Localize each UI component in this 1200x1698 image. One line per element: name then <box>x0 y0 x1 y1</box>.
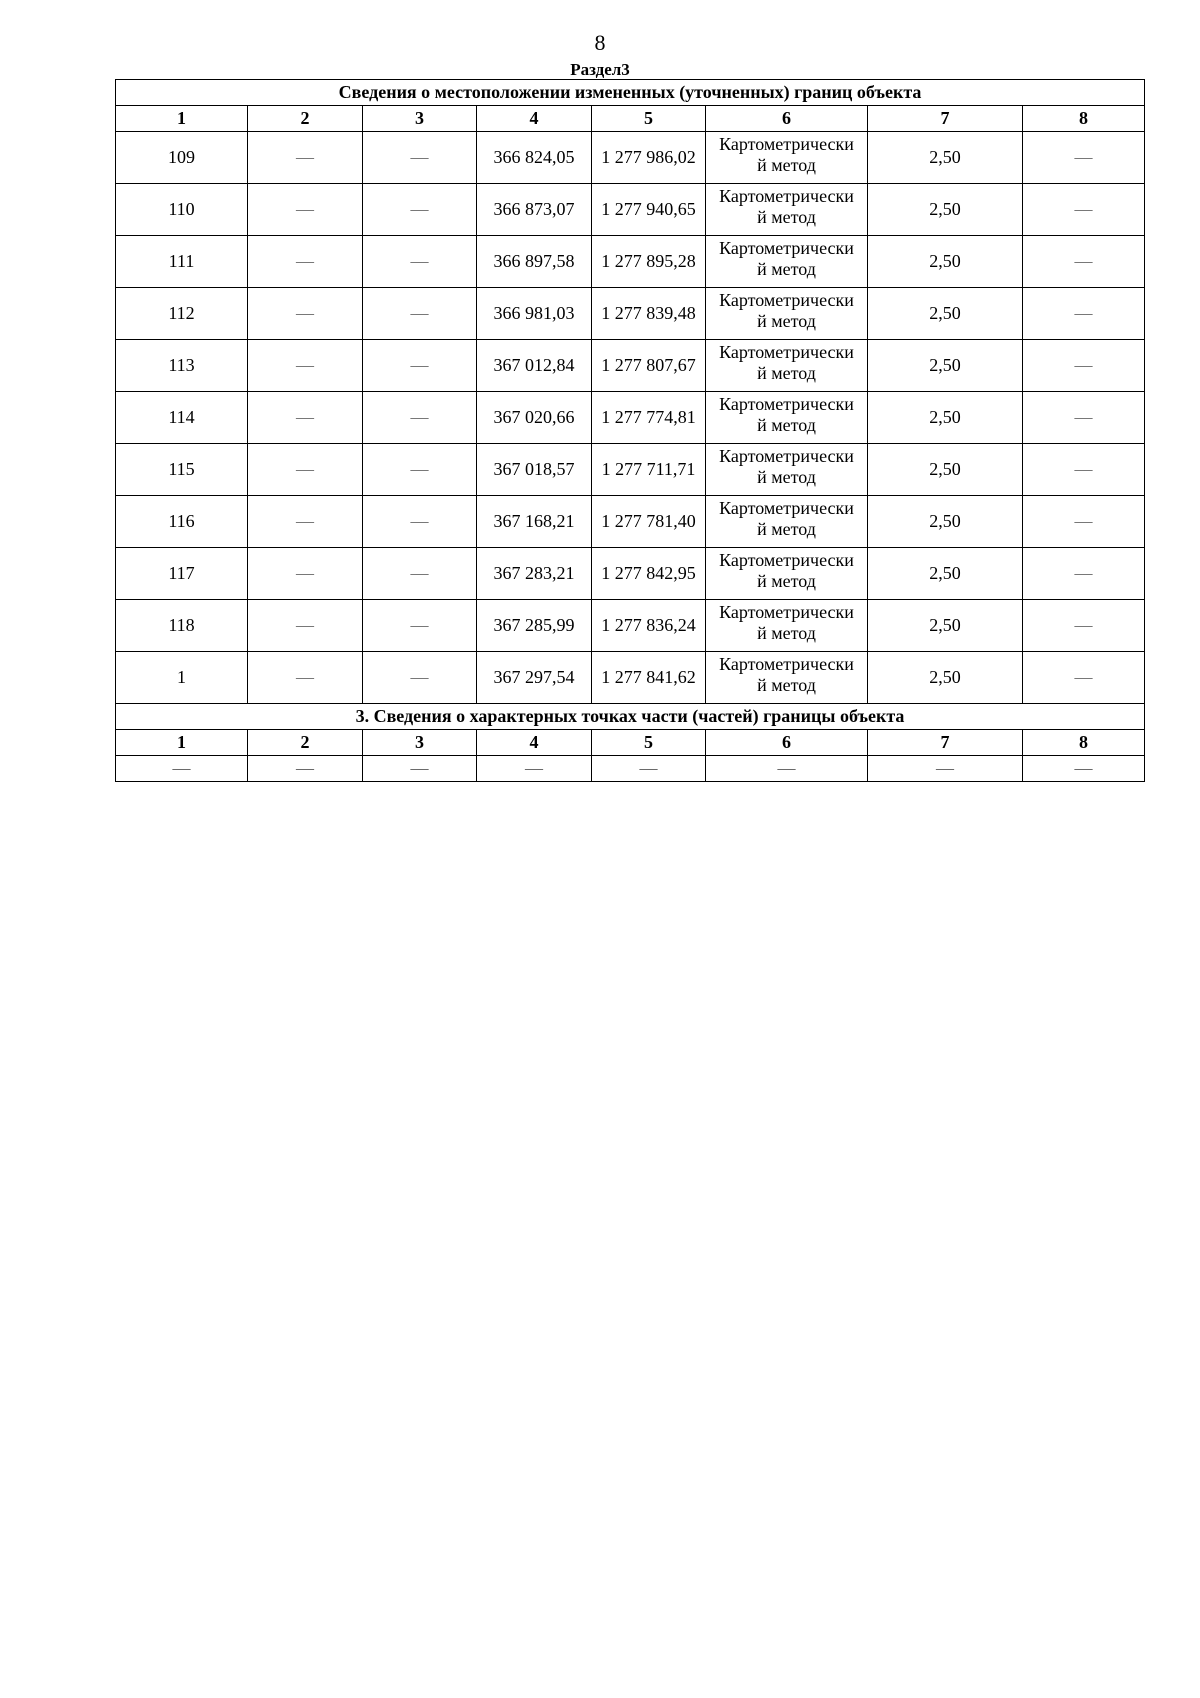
method-cell <box>706 392 868 444</box>
accuracy-cell: 2,50 <box>868 288 1023 340</box>
point-number-cell: 111 <box>116 236 248 288</box>
x-coordinate-cell: 367 020,66 <box>477 392 592 444</box>
x-coordinate-cell: 367 285,99 <box>477 600 592 652</box>
y-coordinate-cell: 1 277 940,65 <box>592 184 706 236</box>
column-header: 8 <box>1023 730 1145 756</box>
method-line: й метод <box>757 259 816 279</box>
table-cell: — <box>248 392 363 444</box>
method-line: Картометрически <box>719 290 854 310</box>
y-coordinate-cell: 1 277 711,71 <box>592 444 706 496</box>
table-row <box>116 184 1145 236</box>
accuracy-cell: 2,50 <box>868 548 1023 600</box>
table-cell: — <box>248 132 363 184</box>
x-coordinate-cell: 366 897,58 <box>477 236 592 288</box>
method-cell <box>706 340 868 392</box>
y-coordinate-cell: 1 277 807,67 <box>592 340 706 392</box>
table-cell: — <box>1023 236 1145 288</box>
table-cell: — <box>363 288 477 340</box>
column-header: 7 <box>868 730 1023 756</box>
table-cell: — <box>1023 652 1145 704</box>
method-line: й метод <box>757 675 816 695</box>
accuracy-cell: 2,50 <box>868 496 1023 548</box>
y-coordinate-cell: 1 277 839,48 <box>592 288 706 340</box>
method-cell <box>706 288 868 340</box>
y-coordinate-cell: 1 277 895,28 <box>592 236 706 288</box>
table-row <box>116 444 1145 496</box>
column-header: 6 <box>706 730 868 756</box>
method-cell <box>706 652 868 704</box>
table-cell: — <box>363 600 477 652</box>
table-cell: — <box>248 340 363 392</box>
method-cell <box>706 444 868 496</box>
table-cell: — <box>1023 132 1145 184</box>
column-header: 1 <box>116 106 248 132</box>
table-row <box>116 392 1145 444</box>
method-line: й метод <box>757 571 816 591</box>
x-coordinate-cell: 367 297,54 <box>477 652 592 704</box>
point-number-cell: 118 <box>116 600 248 652</box>
method-line: Картометрически <box>719 238 854 258</box>
table-cell: — <box>1023 548 1145 600</box>
table-cell: — <box>592 756 706 782</box>
accuracy-cell: 2,50 <box>868 444 1023 496</box>
method-line: Картометрически <box>719 134 854 154</box>
method-line: Картометрически <box>719 186 854 206</box>
method-cell <box>706 184 868 236</box>
table-cell: — <box>363 548 477 600</box>
table-cell: — <box>248 548 363 600</box>
point-number-cell: 109 <box>116 132 248 184</box>
table-row <box>116 288 1145 340</box>
parts-table-caption: 3. Сведения о характерных точках части (частей) границы объекта <box>116 704 1145 730</box>
method-cell <box>706 236 868 288</box>
column-header: 7 <box>868 106 1023 132</box>
table-cell: — <box>363 184 477 236</box>
method-line: Картометрически <box>719 446 854 466</box>
table-cell: — <box>363 444 477 496</box>
x-coordinate-cell: 367 012,84 <box>477 340 592 392</box>
column-header: 1 <box>116 730 248 756</box>
method-cell <box>706 600 868 652</box>
table-cell: — <box>363 392 477 444</box>
method-line: й метод <box>757 415 816 435</box>
x-coordinate-cell: 367 018,57 <box>477 444 592 496</box>
method-line: й метод <box>757 311 816 331</box>
method-line: й метод <box>757 519 816 539</box>
x-coordinate-cell: 366 824,05 <box>477 132 592 184</box>
parts-caption-row <box>116 704 1145 730</box>
table-cell: — <box>1023 184 1145 236</box>
table-cell: — <box>248 756 363 782</box>
table-cell: — <box>1023 288 1145 340</box>
method-line: Картометрически <box>719 550 854 570</box>
table-cell: — <box>1023 340 1145 392</box>
point-number-cell: 117 <box>116 548 248 600</box>
parts-empty-row <box>116 756 1145 782</box>
method-line: Картометрически <box>719 654 854 674</box>
method-line: й метод <box>757 363 816 383</box>
table-row <box>116 236 1145 288</box>
table-row <box>116 340 1145 392</box>
table-cell: — <box>1023 496 1145 548</box>
accuracy-cell: 2,50 <box>868 184 1023 236</box>
table-cell: — <box>248 652 363 704</box>
parts-header-row <box>116 730 1145 756</box>
method-cell <box>706 132 868 184</box>
y-coordinate-cell: 1 277 841,62 <box>592 652 706 704</box>
table-cell: — <box>868 756 1023 782</box>
table-cell: — <box>1023 756 1145 782</box>
y-coordinate-cell: 1 277 986,02 <box>592 132 706 184</box>
accuracy-cell: 2,50 <box>868 392 1023 444</box>
table-cell: — <box>1023 444 1145 496</box>
table-cell: — <box>1023 392 1145 444</box>
method-line: й метод <box>757 623 816 643</box>
boundary-table <box>115 79 1145 782</box>
table-caption-row <box>116 80 1145 106</box>
table-cell: — <box>248 444 363 496</box>
table-cell: — <box>248 184 363 236</box>
y-coordinate-cell: 1 277 836,24 <box>592 600 706 652</box>
method-line: й метод <box>757 207 816 227</box>
y-coordinate-cell: 1 277 842,95 <box>592 548 706 600</box>
accuracy-cell: 2,50 <box>868 600 1023 652</box>
table-cell: — <box>363 496 477 548</box>
column-header: 3 <box>363 106 477 132</box>
column-header: 4 <box>477 730 592 756</box>
point-number-cell: 110 <box>116 184 248 236</box>
method-line: й метод <box>757 155 816 175</box>
x-coordinate-cell: 366 873,07 <box>477 184 592 236</box>
table-cell: — <box>706 756 868 782</box>
table-row <box>116 652 1145 704</box>
table-caption: Сведения о местоположении измененных (уточненных) границ объекта <box>116 80 1145 106</box>
table-cell: — <box>248 288 363 340</box>
table-cell: — <box>363 756 477 782</box>
method-cell <box>706 548 868 600</box>
accuracy-cell: 2,50 <box>868 236 1023 288</box>
column-header: 3 <box>363 730 477 756</box>
method-line: Картометрически <box>719 342 854 362</box>
method-line: й метод <box>757 467 816 487</box>
table-cell: — <box>363 340 477 392</box>
x-coordinate-cell: 366 981,03 <box>477 288 592 340</box>
y-coordinate-cell: 1 277 774,81 <box>592 392 706 444</box>
table-row <box>116 496 1145 548</box>
point-number-cell: 112 <box>116 288 248 340</box>
column-header: 2 <box>248 730 363 756</box>
x-coordinate-cell: 367 283,21 <box>477 548 592 600</box>
table-cell: — <box>477 756 592 782</box>
table-cell: — <box>1023 600 1145 652</box>
table-header-row <box>116 106 1145 132</box>
accuracy-cell: 2,50 <box>868 132 1023 184</box>
table-row <box>116 600 1145 652</box>
table-row <box>116 132 1145 184</box>
column-header: 2 <box>248 106 363 132</box>
accuracy-cell: 2,50 <box>868 652 1023 704</box>
accuracy-cell: 2,50 <box>868 340 1023 392</box>
table-cell: — <box>248 236 363 288</box>
column-header: 5 <box>592 730 706 756</box>
point-number-cell: 114 <box>116 392 248 444</box>
table-cell: — <box>363 236 477 288</box>
column-header: 8 <box>1023 106 1145 132</box>
table-cell: — <box>248 600 363 652</box>
x-coordinate-cell: 367 168,21 <box>477 496 592 548</box>
section-title: Раздел3 <box>570 60 630 79</box>
method-line: Картометрически <box>719 498 854 518</box>
table-cell: — <box>248 496 363 548</box>
point-number-cell: 113 <box>116 340 248 392</box>
column-header: 4 <box>477 106 592 132</box>
method-line: Картометрически <box>719 602 854 622</box>
table-cell: — <box>363 132 477 184</box>
table-row <box>116 548 1145 600</box>
page-number: 8 <box>594 30 606 55</box>
column-header: 6 <box>706 106 868 132</box>
method-cell <box>706 496 868 548</box>
column-header: 5 <box>592 106 706 132</box>
table-cell: — <box>116 756 248 782</box>
table-cell: — <box>363 652 477 704</box>
y-coordinate-cell: 1 277 781,40 <box>592 496 706 548</box>
method-line: Картометрически <box>719 394 854 414</box>
point-number-cell: 116 <box>116 496 248 548</box>
point-number-cell: 115 <box>116 444 248 496</box>
point-number-cell: 1 <box>116 652 248 704</box>
